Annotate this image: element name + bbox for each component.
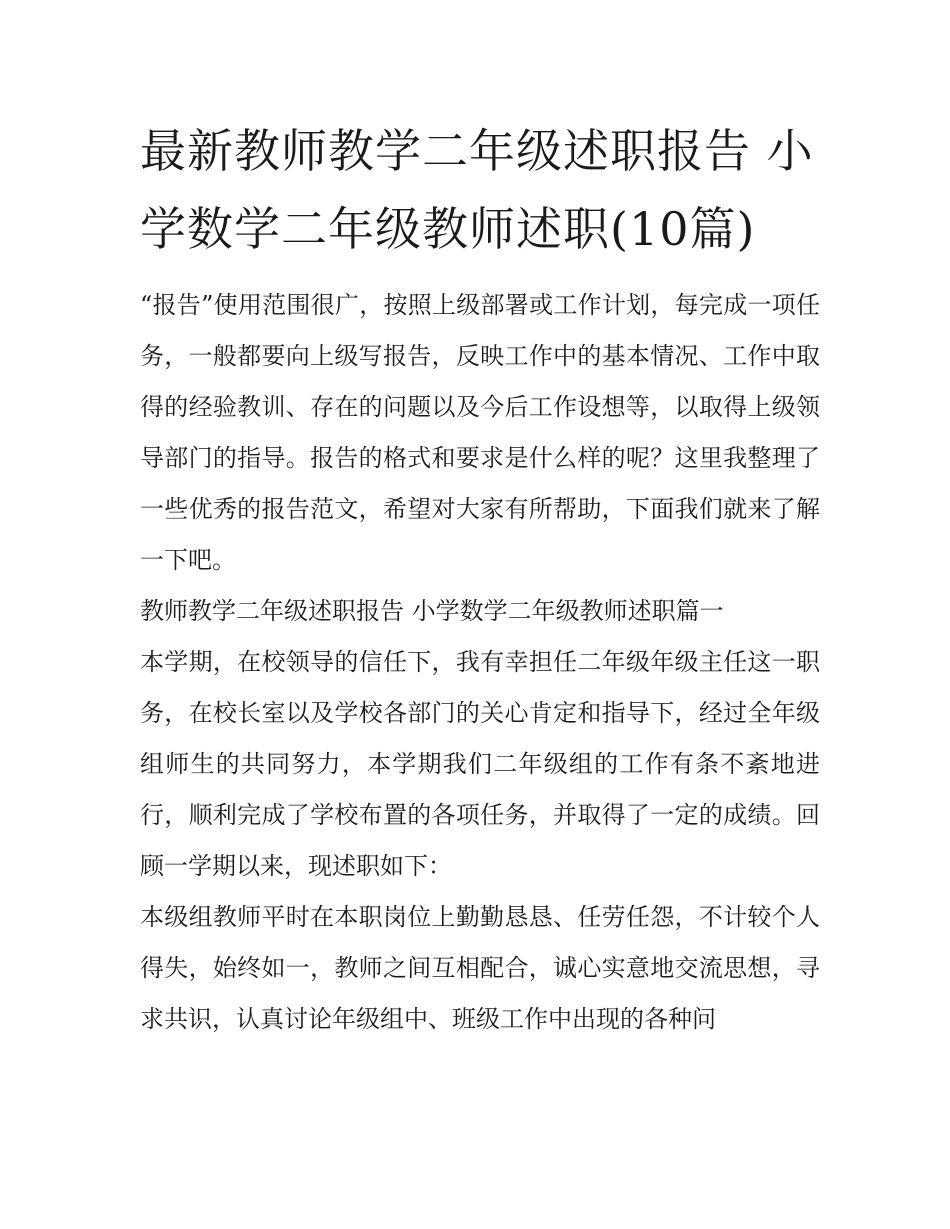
- intro-paragraph: “报告”使用范围很广，按照上级部署或工作计划，每完成一项任务，一般都要向上级写报告，反映工作中的基本情况、工作中取得的经验教训、存在的问题以及今后工作设想等，以取得上级领导部门的指导。报告的格式和要求是什么样的呢？这里我整理了一些优秀的报告范文，希望对大家有所帮助，下面我们就来了解一下吧。: [140, 291, 820, 574]
- document-title: 最新教师教学二年级述职报告 小学数学二年级教师述职(10篇): [140, 124, 814, 256]
- body-paragraph: 本学期，在校领导的信任下，我有幸担任二年级年级主任这一职务，在校长室以及学校各部门的关心肯定和指导下，经过全年级组师生的共同努力，本学期我们二年级组的工作有条不紊地进行，顺利完成了学校布置的各项任务，并取得了一定的成绩。回顾一学期以来，现述职如下：: [140, 648, 820, 880]
- document-content: [140, 112, 820, 1045]
- body-paragraph: 本级组教师平时在本职岗位上勤勤恳恳、任劳任怨，不计较个人得失，始终如一，教师之间互相配合，诚心实意地交流思想，寻求共识，认真讨论年级组中、班级工作中出现的各种问: [140, 903, 820, 1033]
- section-heading: 教师教学二年级述职报告 小学数学二年级教师述职篇一: [140, 597, 724, 625]
